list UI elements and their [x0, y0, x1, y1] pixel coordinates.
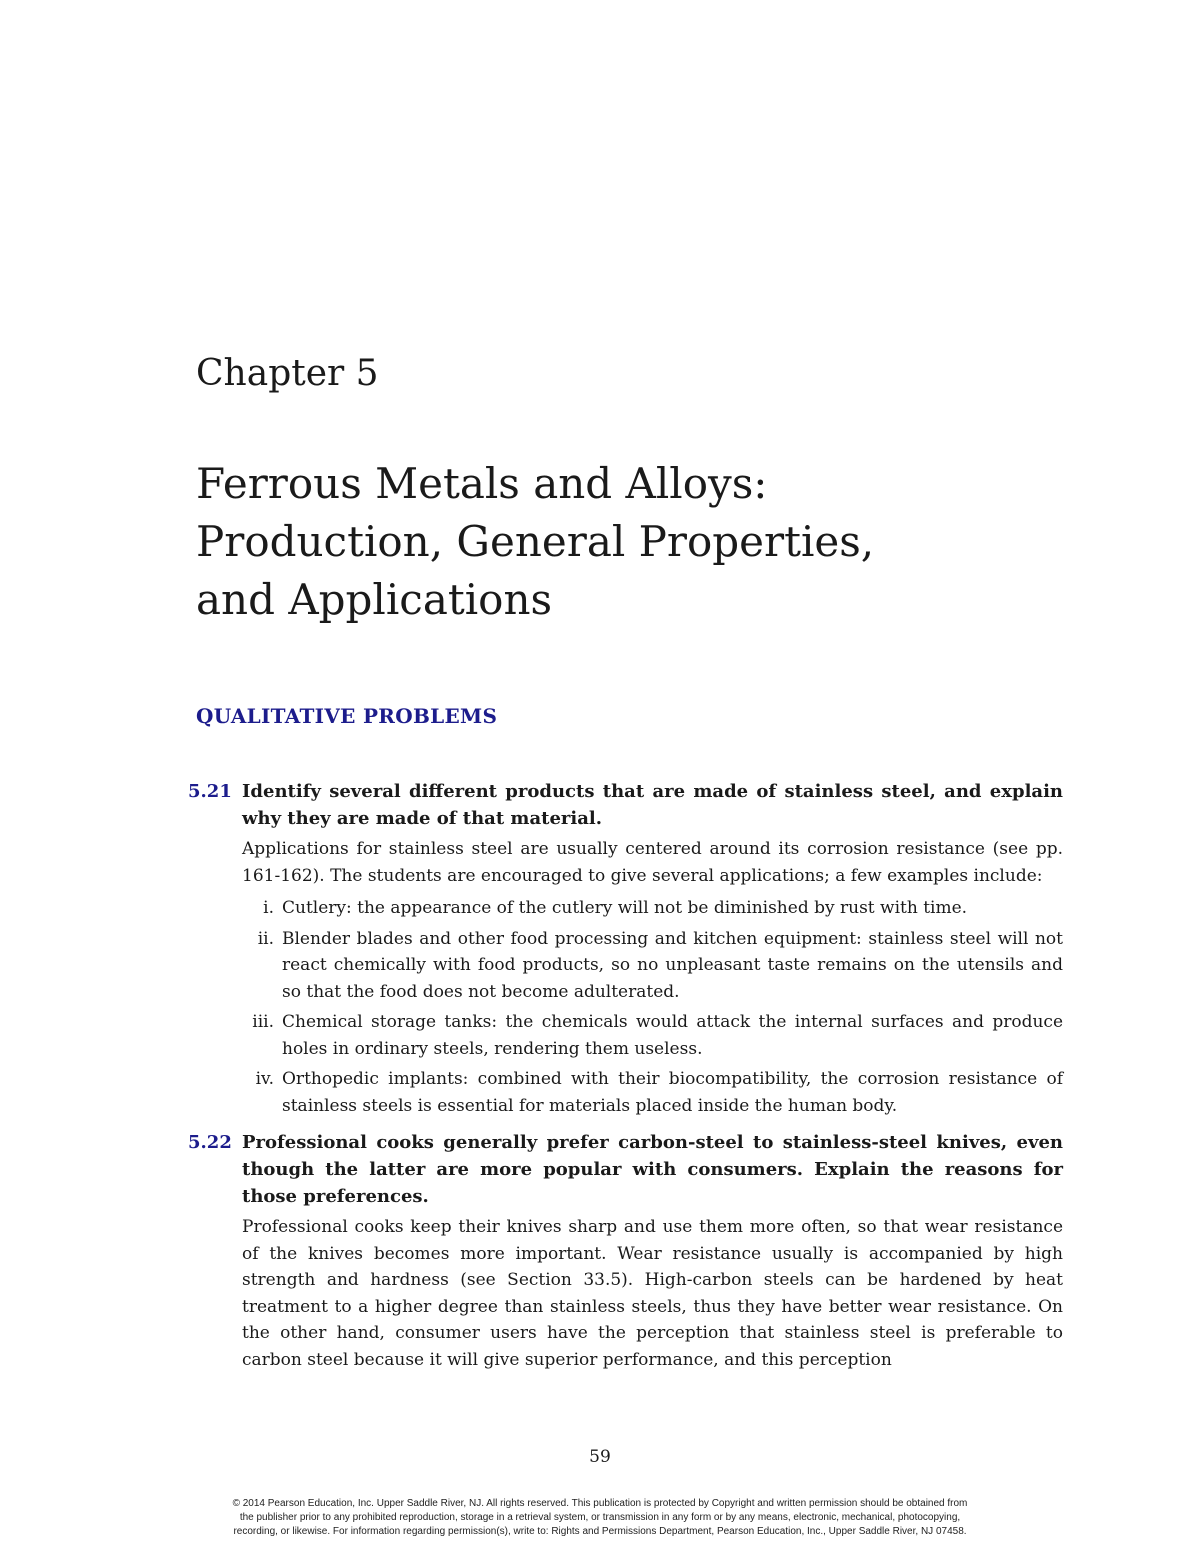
chapter-title: [196, 455, 1096, 629]
problem-5-21: [188, 778, 1063, 1119]
chapter-title-line: and Applications: [196, 575, 553, 624]
list-item-text: Orthopedic implants: combined with their biocompatibility, the corrosion resistance of stainless steels is essential for materials placed inside the human body.: [282, 1069, 1063, 1116]
page-number: 59: [589, 1447, 611, 1467]
list-item-marker: iii.: [252, 1012, 274, 1032]
list-item: [242, 1009, 1063, 1062]
problem-answer: Applications for stainless steel are usually centered around its corrosion resistance (see pp. 161-162). The students are encouraged to give several applications; a few examples include:: [242, 839, 1063, 886]
problem-5-22: [188, 1129, 1063, 1373]
list-item-text: Blender blades and other food processing and kitchen equipment: stainless steel will not react chemically with food products, so no unpleasant taste remains on the utensils and so that the food does not become adulterated.: [282, 928, 1063, 1002]
section-heading: QUALITATIVE PROBLEMS: [196, 704, 498, 728]
problem-number: 5.21: [188, 781, 232, 802]
answer-list: [242, 895, 1063, 1119]
problem-list: [188, 778, 1063, 1383]
chapter-title-line: Ferrous Metals and Alloys:: [196, 459, 768, 508]
problem-body: [242, 1129, 1063, 1373]
problem-question: Professional cooks generally prefer carbon-steel to stainless-steel knives, even though the latter are more popular with consumers. Explain the reasons for those preferences.: [242, 1132, 1063, 1207]
copyright-line: © 2014 Pearson Education, Inc. Upper Saddle River, NJ. All rights reserved. This publication is protected by Copyright and written permission should be obtained from: [232, 1498, 968, 1509]
list-item-marker: i.: [263, 898, 274, 918]
copyright-notice: [140, 1497, 1060, 1539]
chapter-title-line: Production, General Properties,: [196, 517, 875, 566]
list-item-text: Chemical storage tanks: the chemicals would attack the internal surfaces and produce holes in ordinary steels, rendering them useless.: [282, 1012, 1063, 1059]
problem-number: 5.22: [188, 1132, 232, 1153]
list-item-marker: iv.: [255, 1069, 274, 1089]
problem-answer: Professional cooks keep their knives sharp and use them more often, so that wear resistance of the knives becomes more important. Wear resistance usually is accompanied by high strength and hardness (see Section 33.5). High-carbon steels can be hardened by heat treatment to a higher degree than stainless steels, thus they have better wear resistance. On the other hand, consumer users have the perception that stainless steel is preferable to carbon steel because it will give superior performance, and this perception: [242, 1217, 1063, 1370]
copyright-line: the publisher prior to any prohibited reproduction, storage in a retrieval system, or transmission in any form or by any means, electronic, mechanical, photocopying,: [239, 1512, 961, 1523]
list-item: [242, 1066, 1063, 1119]
problem-body: [242, 778, 1063, 1119]
chapter-label: Chapter 5: [196, 353, 379, 394]
list-item-marker: ii.: [257, 928, 274, 949]
copyright-line: recording, or likewise. For information regarding permission(s), write to: Rights and Permissions Department, Pearson Education, Inc., Upper Saddle River, NJ 07458.: [233, 1526, 967, 1537]
list-item-text: Cutlery: the appearance of the cutlery will not be diminished by rust with time.: [282, 898, 968, 918]
problem-question: Identify several different products that are made of stainless steel, and explain why they are made of that material.: [242, 781, 1063, 829]
list-item: [242, 895, 1063, 922]
list-item: [242, 926, 1063, 1006]
